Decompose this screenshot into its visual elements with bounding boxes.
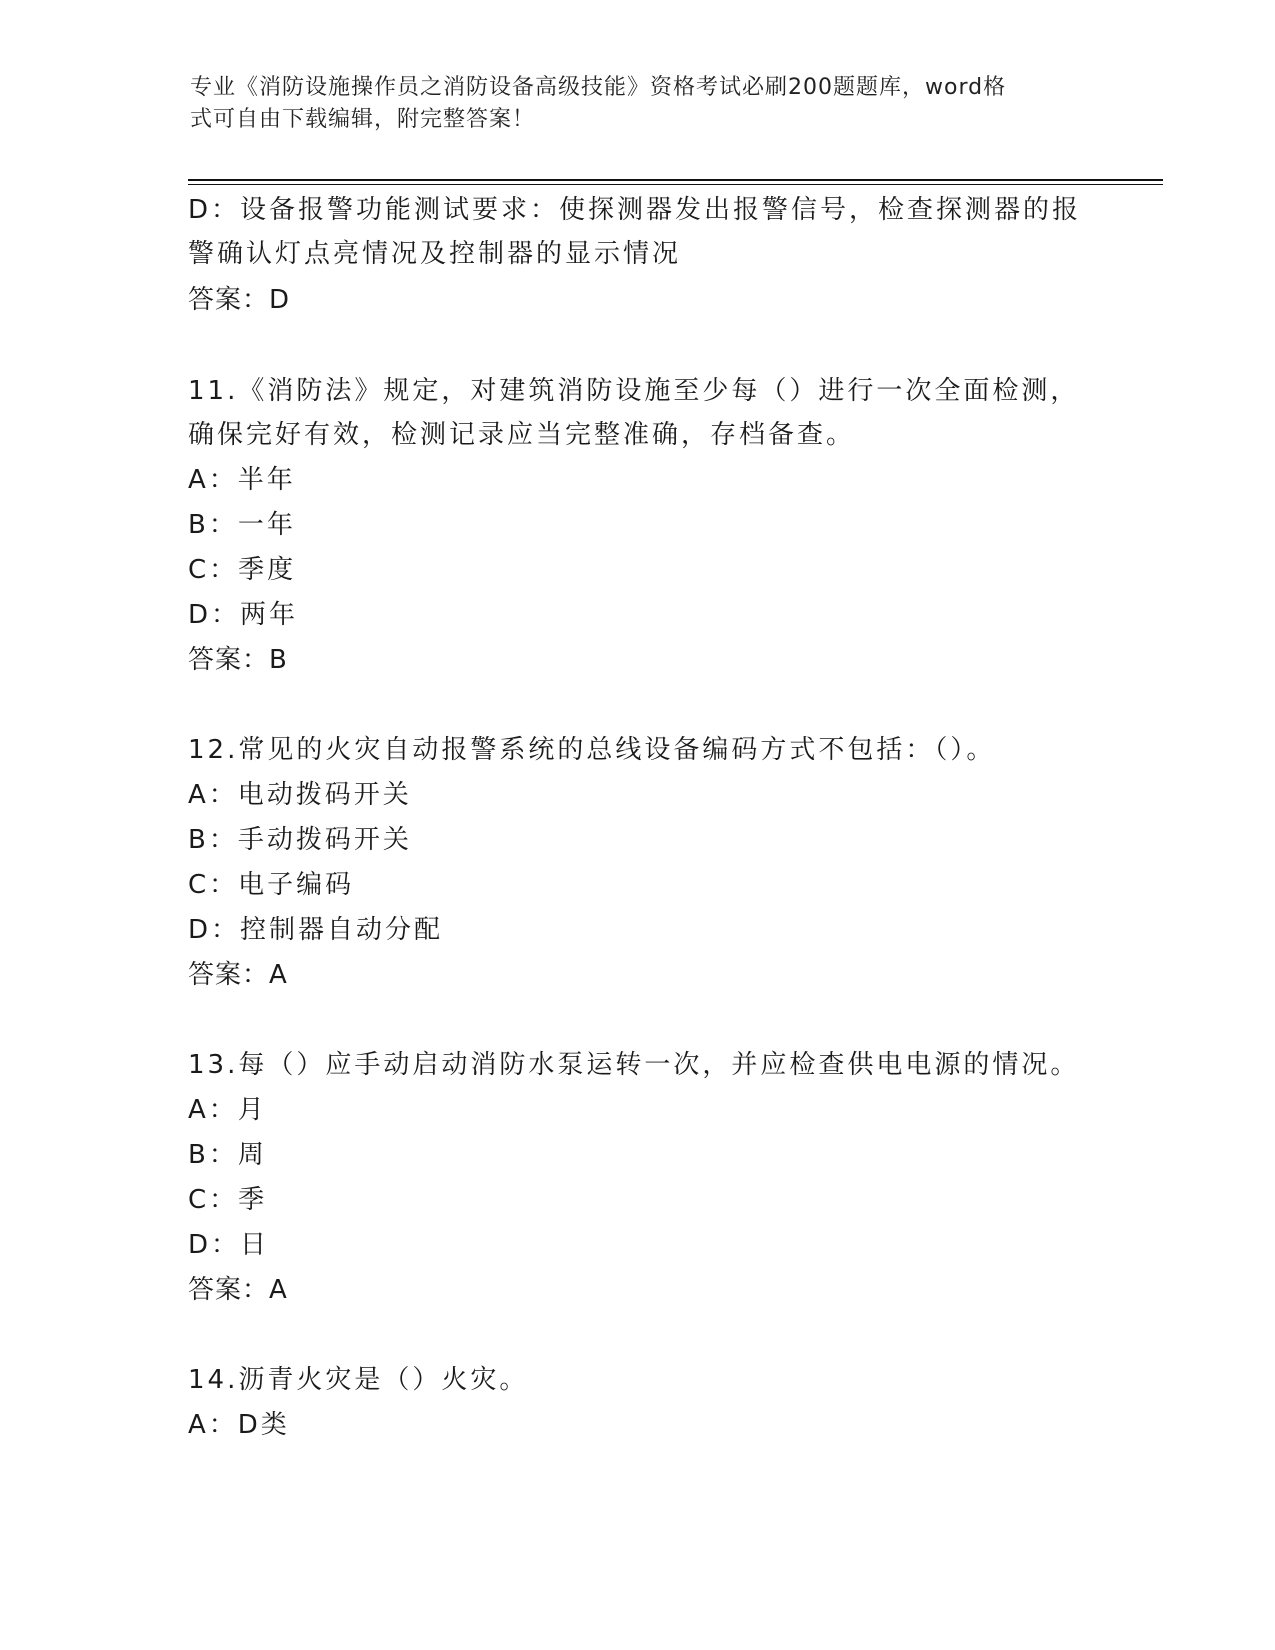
document-header: [190, 72, 1070, 136]
header-rule-thin: [188, 184, 1163, 185]
q13-option-c: C：季: [188, 1185, 268, 1215]
header-line-1: 专业《消防设施操作员之消防设备高级技能》资格考试必刷200题题库，word格: [190, 75, 1007, 100]
q14-option-a: A：D类: [188, 1410, 290, 1440]
q13-answer: 答案：A: [188, 1275, 288, 1305]
q11-stem-line-1: 11.《消防法》规定，对建筑消防设施至少每（）进行一次全面检测，: [188, 376, 1080, 406]
q10-answer: 答案：D: [188, 285, 291, 315]
q13-option-a: A：月: [188, 1095, 267, 1125]
q12-option-a: A：电动拨码开关: [188, 780, 412, 810]
q11-option-a: A：半年: [188, 465, 296, 495]
q11-option-b: B：一年: [188, 510, 296, 540]
header-rule-thick: [188, 179, 1163, 181]
header-line-2: 式可自由下载编辑，附完整答案！: [190, 107, 536, 132]
q11-option-c: C：季度: [188, 555, 297, 585]
q13-option-b: B：周: [188, 1140, 267, 1170]
q12-stem: 12.常见的火灾自动报警系统的总线设备编码方式不包括：（）。: [188, 735, 996, 765]
q13-stem: 13.每（）应手动启动消防水泵运转一次，并应检查供电电源的情况。: [188, 1050, 1080, 1080]
q12-option-c: C：电子编码: [188, 870, 355, 900]
q12-answer: 答案：A: [188, 960, 288, 990]
q12-option-d: D：控制器自动分配: [188, 915, 444, 945]
q11-option-d: D：两年: [188, 600, 299, 630]
q12-option-b: B：手动拨码开关: [188, 825, 412, 855]
q14-stem: 14.沥青火灾是（）火灾。: [188, 1365, 529, 1395]
q10-option-d-line-2: 警确认灯点亮情况及控制器的显示情况: [188, 239, 682, 269]
q10-option-d-line-1: D：设备报警功能测试要求：使探测器发出报警信号，检查探测器的报: [188, 195, 1082, 225]
q13-option-d: D：日: [188, 1230, 270, 1260]
q11-stem-line-2: 确保完好有效，检测记录应当完整准确，存档备查。: [188, 420, 856, 450]
q11-answer: 答案：B: [188, 645, 288, 675]
